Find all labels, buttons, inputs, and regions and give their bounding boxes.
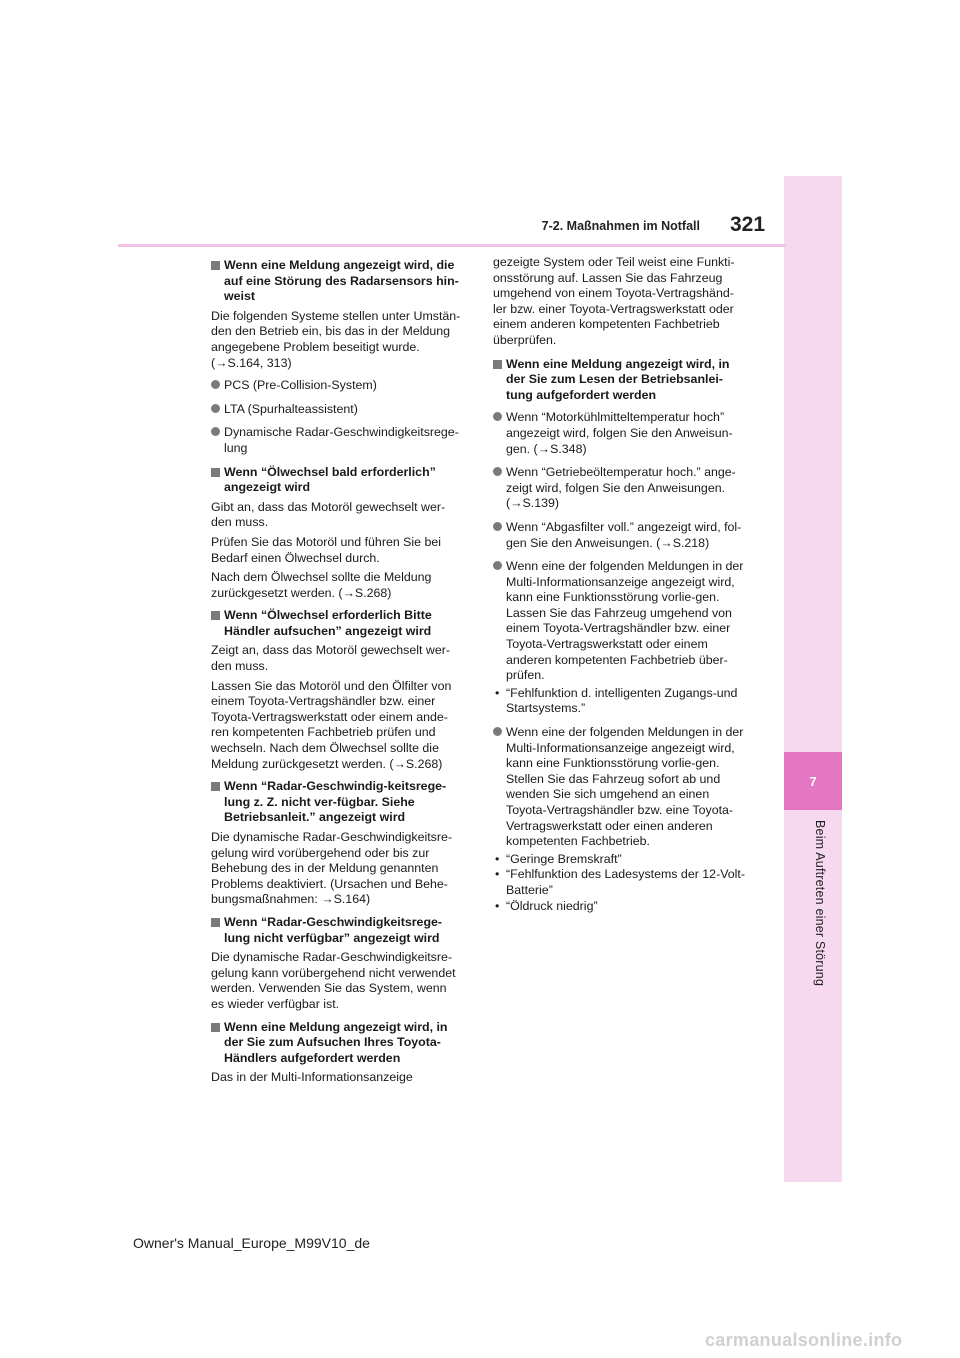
paragraph: Gibt an, dass das Motoröl gewechselt wer-den muss. [211,499,446,530]
sub-list-item: • “Fehlfunktion des Ladesystems der 12-Volt-Batterie” [495,867,745,897]
dot-bullet-icon: • [495,898,500,913]
chapter-side-tab [784,176,842,1182]
section-block [211,915,463,1013]
section-block [211,608,463,772]
right-column [493,255,745,914]
paragraph: gezeigte System oder Teil weist eine Funkti-onsstörung auf. Lassen Sie das Fahrzeug umgehend von einem Toyota-Vertragshänd-ler bzw. einer Toyota-Vertragswerkstatt oder einem anderen kompetenten Fachbetrieb überprüfen. [493,255,735,347]
bullet-item: Dynamische Radar-Geschwindigkeitsrege-lung [211,425,463,456]
section-heading: Wenn “Radar-Geschwindigkeitsrege-lung nicht verfügbar” angezeigt wird [211,915,463,946]
square-bullet-icon [211,1023,220,1032]
square-bullet-icon [211,782,220,791]
section-heading: Wenn eine Meldung angezeigt wird, in der Sie zum Lesen der Betriebsanlei-tung aufgefordert werden [493,357,745,404]
sub-list-item: • “Fehlfunktion d. intelligenten Zugangs-und Startsystems.” [495,685,738,716]
chapter-number-badge: 7 [784,752,842,810]
sub-list-item: • “Geringe Bremskraft” [495,851,622,866]
paragraph: Das in der Multi-Informationsanzeige [211,1070,413,1085]
section-block [211,1020,463,1086]
paragraph: Zeigt an, dass das Motoröl gewechselt wer-den muss. [211,643,450,674]
dot-bullet-icon: • [495,851,500,866]
section-block [211,779,463,908]
section-heading: Wenn eine Meldung angezeigt wird, in der Sie zum Aufsuchen Ihres Toyota-Händlers aufgefordert werden [211,1020,463,1067]
dot-bullet-icon: • [495,867,500,882]
paragraph: Die dynamische Radar-Geschwindigkeitsre-gelung kann vorübergehend nicht verwendet werden. Verwenden Sie das System, wenn es wieder verfügbar ist. [211,950,456,1011]
square-bullet-icon [211,468,220,477]
bullet-item: Wenn eine der folgenden Meldungen in der Multi-Informationsanzeige angezeigt wird, kann eine Funktionsstörung vorlie-gen. Lassen Sie das Fahrzeug umgehend von einem Toyota-Vertragshändler bzw. einer Toyota-Vertragswerkstatt oder einem anderen kompetenten Fachbetrieb über-prüfen. [493,559,745,684]
watermark-link[interactable]: carmanualsonline.info [705,1330,903,1350]
circle-bullet-icon [211,427,220,436]
dot-bullet-icon: • [495,685,500,700]
section-block [211,465,463,602]
square-bullet-icon [211,611,220,620]
section-block [493,357,745,404]
left-column [211,258,463,1093]
section-title: 7-2. Maßnahmen im Notfall [541,219,700,233]
bullet-item: PCS (Pre-Collision-System) [211,378,463,394]
circle-bullet-icon [493,727,502,736]
paragraph: Nach dem Ölwechsel sollte die Meldung zurückgesetzt werden. (→S.268) [211,570,432,600]
chapter-label: Beim Auftreten einer Störung [813,820,827,987]
section-block [211,258,463,371]
bullet-item: LTA (Spurhalteassistent) [211,402,463,418]
sub-list-item: • “Öldruck niedrig” [495,898,598,913]
section-heading: Wenn “Ölwechsel bald erforderlich” angezeigt wird [211,465,463,496]
footer-text: Owner's Manual_Europe_M99V10_de [133,1235,370,1251]
paragraph: Lassen Sie das Motoröl und den Ölfilter von einem Toyota-Vertragshändler bzw. einer Toyota-Vertragswerkstatt oder einem ande-ren kompetenten Fachbetrieb prüfen und wechseln. Nach dem Ölwechsel sollte die Meldung zurückgesetzt werden. (→S.268) [211,678,452,771]
page-number: 321 [730,213,766,236]
bullet-item: Wenn “Getriebeöltemperatur hoch.” ange-zeigt wird, folgen Sie den Anweisungen. (→S.139) [493,465,745,512]
bullet-item: Wenn eine der folgenden Meldungen in der Multi-Informationsanzeige angezeigt wird, kann eine Funktionsstörung vorlie-gen. Stellen Sie das Fahrzeug sofort ab und wenden Sie sich umgehend an einen Toyota-Vertragshändler bzw. eine Toyota-Vertragswerkstatt oder einen anderen kompetenten Fachbetrieb. [493,725,745,850]
section-heading: Wenn eine Meldung angezeigt wird, die auf eine Störung des Radarsensors hin-weist [211,258,463,305]
bullet-item: Wenn “Motorkühlmitteltemperatur hoch” angezeigt wird, folgen Sie den Anweisun-gen. (→S.348) [493,410,745,457]
square-bullet-icon [211,918,220,927]
square-bullet-icon [211,261,220,270]
section-heading: Wenn “Radar-Geschwindig-keitsrege-lung z. Z. nicht ver-fügbar. Siehe Betriebsanleit.” angezeigt wird [211,779,463,826]
bullet-item: Wenn “Abgasfilter voll.” angezeigt wird, fol-gen Sie den Anweisungen. (→S.218) [493,520,745,551]
section-heading: Wenn “Ölwechsel erforderlich Bitte Händler aufsuchen” angezeigt wird [211,608,463,639]
circle-bullet-icon [211,404,220,413]
circle-bullet-icon [493,412,502,421]
header-rule [118,244,786,247]
paragraph: Prüfen Sie das Motoröl und führen Sie bei Bedarf einen Ölwechsel durch. [211,534,442,565]
paragraph: Die dynamische Radar-Geschwindigkeitsre-gelung wird vorübergehend oder bis zur Behebung des in der Meldung genannten Problems deaktiviert. (Ursachen und Behe-bungsmaßnahmen: →S.164) [211,830,453,907]
circle-bullet-icon [493,561,502,570]
paragraph: Die folgenden Systeme stellen unter Umstän-den den Betrieb ein, bis das in der Meldung angegebene Problem beseitigt wurde. (→S.164, 313) [211,308,461,370]
circle-bullet-icon [211,380,220,389]
square-bullet-icon [493,360,502,369]
circle-bullet-icon [493,522,502,531]
circle-bullet-icon [493,467,502,476]
